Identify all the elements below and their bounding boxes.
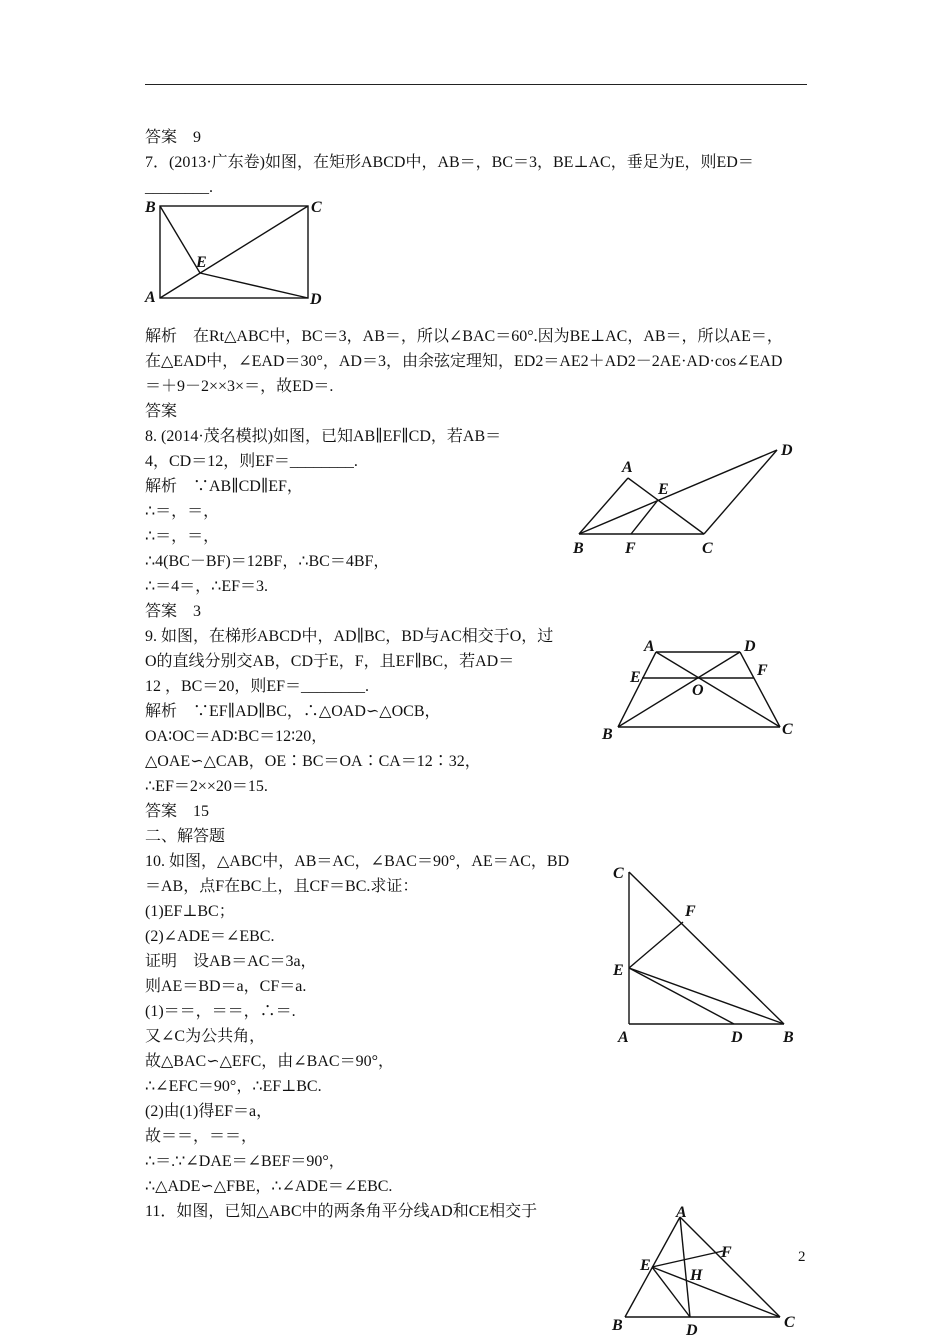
label-D: D xyxy=(781,442,793,459)
text-line: (2)由(1)得EF＝a， xyxy=(145,1103,273,1120)
label-A: A xyxy=(618,1029,629,1046)
text-line: 解析 ∵EF∥AD∥BC，∴△OAD∽△OCB， xyxy=(145,703,441,720)
label-B: B xyxy=(612,1317,623,1334)
text-line: 答案 xyxy=(145,403,178,420)
text-line: ∴∠EFC＝90°，∴EF⊥BC. xyxy=(145,1078,322,1095)
figure-q7-rectangle xyxy=(140,195,340,310)
label-E: E xyxy=(613,962,624,979)
label-D: D xyxy=(686,1322,698,1339)
label-B: B xyxy=(145,199,156,216)
text-line: 答案 3 xyxy=(145,603,202,620)
label-D: D xyxy=(744,638,756,655)
text-line: 又∠C为公共角， xyxy=(145,1028,266,1045)
text-line: ∴＝，＝， xyxy=(145,503,220,520)
text-line: ＝＋9－2××3×＝，故ED＝. xyxy=(145,378,334,395)
label-O: O xyxy=(692,682,704,699)
text-line: 答案 15 xyxy=(145,803,210,820)
text-line: 解析 在Rt△ABC中，BC＝3，AB＝，所以∠BAC＝60°.因为BE⊥AC，AB＝，所以AE＝， xyxy=(145,328,783,345)
text-line: OA∶OC＝AD∶BC＝12∶20， xyxy=(145,728,328,745)
text-line: 4，CD＝12，则EF＝________. xyxy=(145,453,358,470)
label-A: A xyxy=(644,638,655,655)
label-A: A xyxy=(676,1204,687,1221)
text-line: ∴△ADE∽△FBE，∴∠ADE＝∠EBC. xyxy=(145,1178,393,1195)
text-line: O的直线分别交AB，CD于E，F，且EF∥BC，若AD＝ xyxy=(145,653,515,670)
header-rule xyxy=(145,84,807,85)
text-line: ∴EF＝2××20＝15. xyxy=(145,778,268,795)
label-F: F xyxy=(685,903,696,920)
label-H: H xyxy=(690,1267,703,1284)
text-line: ∴4(BC－BF)＝12BF，∴BC＝4BF， xyxy=(145,553,390,570)
page-number: 2 xyxy=(798,1249,806,1265)
text-line: 答案 9 xyxy=(145,129,202,146)
text-line: 证明 设AB＝AC＝3a， xyxy=(145,953,317,970)
text-line: 10. 如图，△ABC中，AB＝AC，∠BAC＝90°，AE＝AC，BD xyxy=(145,853,570,870)
text-line: 故△BAC∽△EFC，由∠BAC＝90°， xyxy=(145,1053,394,1070)
label-F: F xyxy=(721,1244,732,1261)
text-line: (2)∠ADE＝∠EBC. xyxy=(145,928,275,945)
text-line: ________. xyxy=(145,179,213,196)
label-C: C xyxy=(311,199,322,216)
label-E: E xyxy=(196,254,207,271)
label-E: E xyxy=(630,669,641,686)
label-C: C xyxy=(784,1314,795,1331)
figure-q9-trapezoid xyxy=(598,634,813,749)
text-line: 12 ，BC＝20，则EF＝________. xyxy=(145,678,370,695)
label-B: B xyxy=(783,1029,794,1046)
text-line: (1)＝＝，＝＝，∴＝. xyxy=(145,1003,296,1020)
text-line: 二、解答题 xyxy=(145,828,226,845)
label-D: D xyxy=(731,1029,743,1046)
text-line: 故＝＝，＝＝， xyxy=(145,1128,258,1145)
label-C: C xyxy=(613,865,624,882)
label-B: B xyxy=(573,540,584,557)
label-F: F xyxy=(625,540,636,557)
text-line: ∴＝4＝，∴EF＝3. xyxy=(145,578,269,595)
text-line: △OAE∽△CAB，OE∶BC＝OA∶CA＝12∶32， xyxy=(145,753,481,770)
text-line: 则AE＝BD＝a，CF＝a. xyxy=(145,978,307,995)
text-line: 在△EAD中，∠EAD＝30°，AD＝3，由余弦定理知，ED2＝AE2＋AD2－2AE·AD·cos∠EAD xyxy=(145,353,783,370)
label-A: A xyxy=(145,289,156,306)
figure-q11-angle-bisectors xyxy=(608,1205,808,1344)
text-line: ∴＝，＝， xyxy=(145,528,220,545)
label-E: E xyxy=(640,1257,651,1274)
label-F: F xyxy=(757,662,768,679)
text-line: 9. 如图，在梯形ABCD中，AD∥BC，BD与AC相交于O，过 xyxy=(145,628,554,645)
label-C: C xyxy=(702,540,713,557)
label-B: B xyxy=(602,726,613,743)
figure-q8-parallel-lines xyxy=(570,440,810,560)
text-line: 8. (2014·茂名模拟)如图，已知AB∥EF∥CD，若AB＝ xyxy=(145,428,502,445)
text-line: 7．(2013·广东卷)如图，在矩形ABCD中，AB＝，BC＝3，BE⊥AC，垂足为E，则ED＝ xyxy=(145,154,754,171)
text-line: (1)EF⊥BC； xyxy=(145,903,235,920)
text-line: 解析 ∵AB∥CD∥EF， xyxy=(145,478,303,495)
label-E: E xyxy=(658,481,669,498)
label-C: C xyxy=(782,721,793,738)
text-line: ＝AB，点F在BC上，且CF＝BC.求证： xyxy=(145,878,419,895)
text-line: ∴＝.∵∠DAE＝∠BEF＝90°， xyxy=(145,1153,345,1170)
label-A: A xyxy=(622,459,633,476)
label-D: D xyxy=(310,291,322,308)
figure-q10-right-triangle xyxy=(608,858,808,1053)
text-line: 11．如图，已知△ABC中的两条角平分线AD和CE相交于 xyxy=(145,1203,538,1220)
